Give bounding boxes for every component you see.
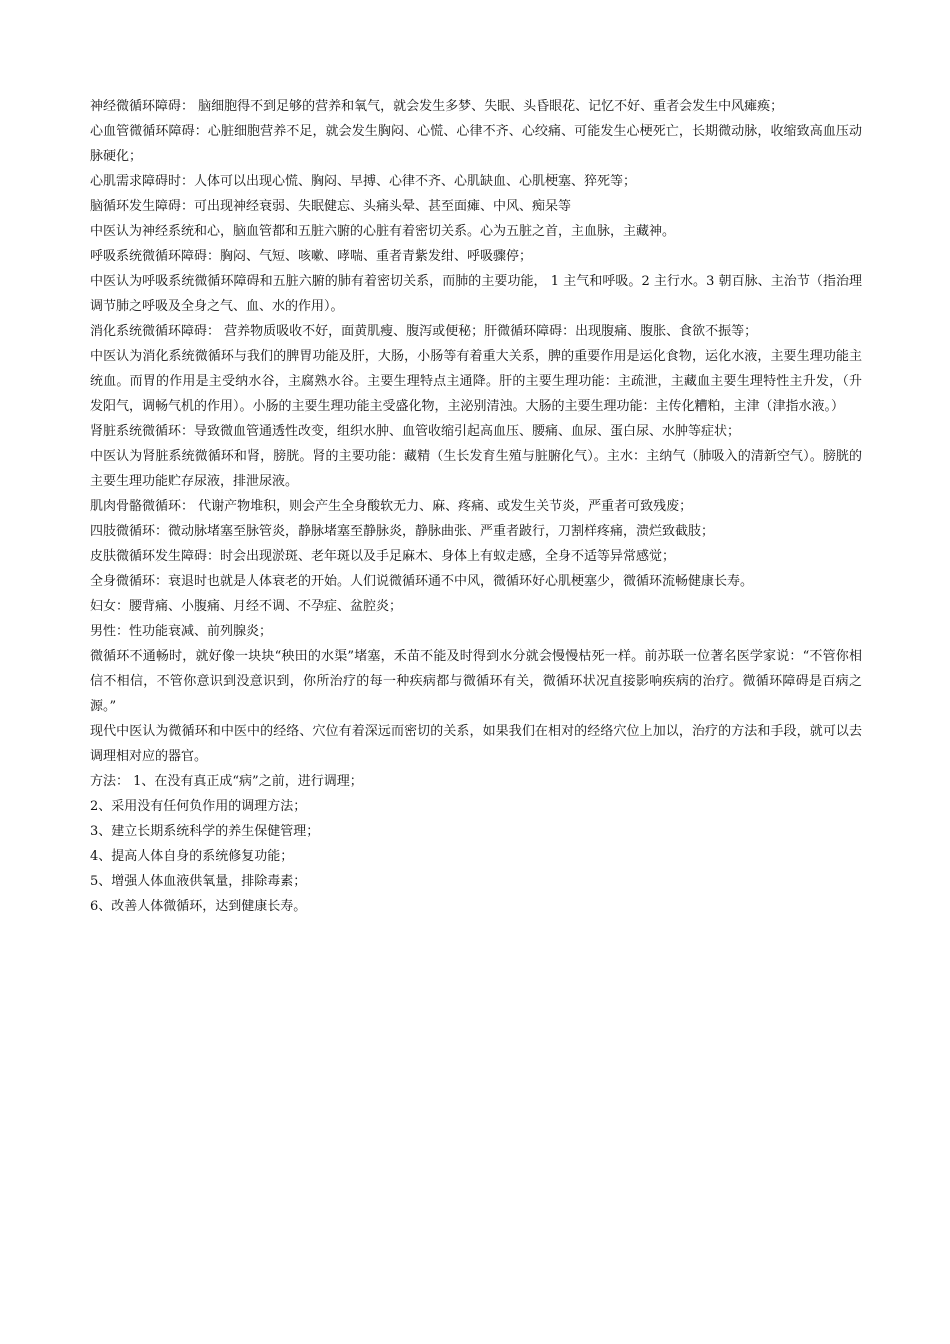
paragraph-musculoskeletal: 肌肉骨骼微循环： 代谢产物堆积，则会产生全身酸软无力、麻、疼痛、或发生关节炎，严重者可致残废； <box>90 499 693 514</box>
paragraph-tcm-digestive: 中医认为消化系统微循环与我们的脾胃功能及肝，大肠，小肠等有着重大关系，脾的重要作用是运化食物，运化水液，主要生理功能主统血。而胃的作用是主受纳水谷，主腐熟水谷。主要生理特点主通降。肝的主要生理功能：主疏泄，主藏血主要生理特性主升发，（升发阳气，调畅气机的作用）。小肠的主要生理功能主受盛化物，主泌别清浊。大肠的主要生理功能：主传化糟粕，主津（津指水液。） <box>90 349 862 414</box>
paragraph-modern-tcm: 现代中医认为微循环和中医中的经络、穴位有着深远而密切的关系，如果我们在相对的经络穴位上加以，治疗的方法和手段，就可以去调理相对应的器官。 <box>90 724 862 764</box>
paragraph-digestive: 消化系统微循环障碍： 营养物质吸收不好，面黄肌瘦、腹泻或便秘；肝微循环障碍：出现腹痛、腹胀、食欲不振等； <box>90 324 758 339</box>
paragraph-analogy-quote: 微循环不通畅时，就好像一块块“秧田的水渠”堵塞，禾苗不能及时得到水分就会慢慢枯死一样。前苏联一位著名医学家说：“不管你相信不相信，不管你意识到没意识到，你所治疗的每一种疾病都与微循环有关，微循环状况直接影响疾病的治疗。微循环障碍是百病之源。” <box>90 649 862 714</box>
paragraph-tcm-kidney: 中医认为肾脏系统微循环和肾，膀胱。肾的主要功能：藏精（生长发育生殖与脏腑化气）。主水：主纳气（肺吸入的清新空气）。膀胱的主要生理功能贮存尿液，排泄尿液。 <box>90 449 862 489</box>
paragraph-whole-body: 全身微循环：衰退时也就是人体衰老的开始。人们说微循环通不中风，微循环好心肌梗塞少，微循环流畅健康长寿。 <box>90 574 754 589</box>
paragraph-skin: 皮肤微循环发生障碍：时会出现淤斑、老年斑以及手足麻木、身体上有蚁走感，全身不适等异常感觉； <box>90 549 676 564</box>
method-item-4: 4、提高人体自身的系统修复功能； <box>90 849 294 864</box>
paragraph-limbs: 四肢微循环：微动脉堵塞至脉管炎，静脉堵塞至静脉炎，静脉曲张、严重者跛行，刀割样疼痛，溃烂致截肢； <box>90 524 715 539</box>
method-item-2: 2、采用没有任何负作用的调理方法； <box>90 799 307 814</box>
paragraph-tcm-heart: 中医认为神经系统和心，脑血管都和五脏六腑的心脏有着密切关系。心为五脏之首，主血脉，主藏神。 <box>90 224 676 239</box>
paragraph-cardiovascular: 心血管微循环障碍：心脏细胞营养不足，就会发生胸闷、心慌、心律不齐、心绞痛、可能发生心梗死亡，长期微动脉，收缩致高血压动脉硬化； <box>90 124 862 164</box>
paragraph-cerebral: 脑循环发生障碍：可出现神经衰弱、失眠健忘、头痛头晕、甚至面瘫、中风、痴呆等 <box>90 199 572 214</box>
method-item-1: 方法： 1、在没有真正成“病”之前，进行调理； <box>90 774 363 789</box>
document-body <box>90 94 862 919</box>
paragraph-myocardial: 心肌需求障碍时：人体可以出现心慌、胸闷、早搏、心律不齐、心肌缺血、心肌梗塞、猝死等； <box>90 174 637 189</box>
method-item-3: 3、建立长期系统科学的养生保健管理； <box>90 824 320 839</box>
method-item-5: 5、增强人体血液供氧量，排除毒素； <box>90 874 307 889</box>
paragraph-neural: 神经微循环障碍： 脑细胞得不到足够的营养和氧气，就会发生多梦、失眠、头昏眼花、记忆不好、重者会发生中风瘫痪； <box>90 99 784 114</box>
paragraph-women: 妇女：腰背痛、小腹痛、月经不调、不孕症、盆腔炎； <box>90 599 403 614</box>
paragraph-respiratory: 呼吸系统微循环障碍：胸闷、气短、咳嗽、哮喘、重者青紫发绀、呼吸骤停； <box>90 249 533 264</box>
method-item-6: 6、改善人体微循环，达到健康长寿。 <box>90 899 307 914</box>
paragraph-renal: 肾脏系统微循环：导致微血管通透性改变，组织水肿、血管收缩引起高血压、腰痛、血尿、蛋白尿、水肿等症状； <box>90 424 741 439</box>
paragraph-tcm-lung: 中医认为呼吸系统微循环障碍和五脏六腑的肺有着密切关系，而肺的主要功能， 1 主气和呼吸。2 主行水。3 朝百脉、主治节（指治理调节肺之呼吸及全身之气、血、水的作用）。 <box>90 274 862 314</box>
paragraph-men: 男性：性功能衰减、前列腺炎； <box>90 624 273 639</box>
